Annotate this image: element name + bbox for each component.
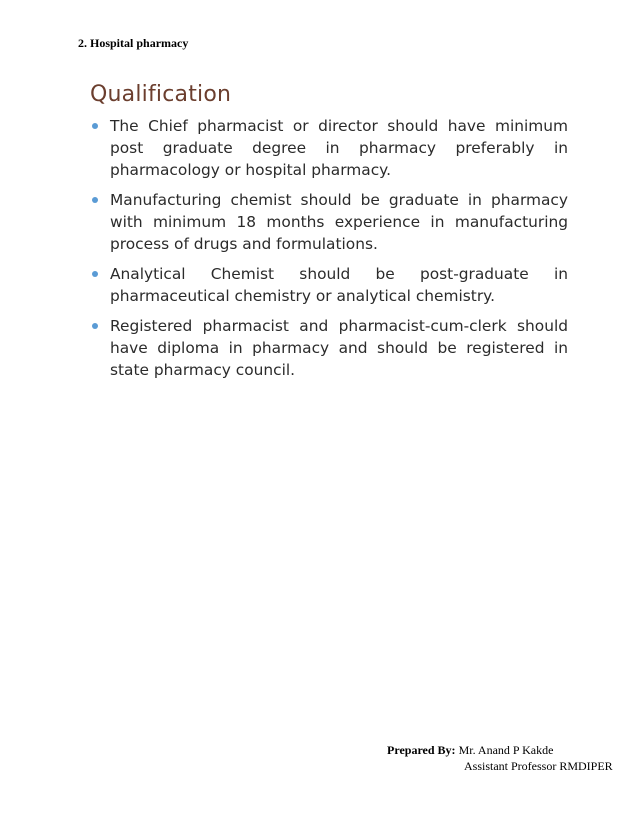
footer-designation: Assistant Professor RMDIPER — [464, 759, 613, 773]
bullet-dot-icon — [92, 123, 98, 129]
bullet-item — [88, 115, 568, 181]
page-header: 2. Hospital pharmacy — [78, 36, 189, 50]
bullet-dot-icon — [92, 323, 98, 329]
bullet-item — [88, 263, 568, 307]
footer-label: Prepared By: — [387, 743, 456, 757]
bullet-text: Registered pharmacist and pharmacist-cum-clerk should have diploma in pharmacy and should be registered in state pharmacy council. — [110, 317, 568, 379]
footer-name: Mr. Anand P Kakde — [458, 743, 554, 757]
bullet-dot-icon — [92, 271, 98, 277]
bullet-item — [88, 315, 568, 381]
bullet-list — [88, 115, 568, 381]
bullet-item — [88, 189, 568, 255]
slide-image — [88, 82, 568, 389]
bullet-text: Manufacturing chemist should be graduate in pharmacy with minimum 18 months experience in manufacturing process of drugs and formulations. — [110, 191, 568, 253]
bullet-dot-icon — [92, 197, 98, 203]
bullet-text: Analytical Chemist should be post-graduate in pharmaceutical chemistry or analytical chemistry. — [110, 265, 568, 305]
slide-title: Qualification — [90, 82, 232, 107]
footer-credit — [387, 742, 613, 774]
bullet-text: The Chief pharmacist or director should have minimum post graduate degree in pharmacy preferably in pharmacology or hospital pharmacy. — [110, 117, 568, 179]
